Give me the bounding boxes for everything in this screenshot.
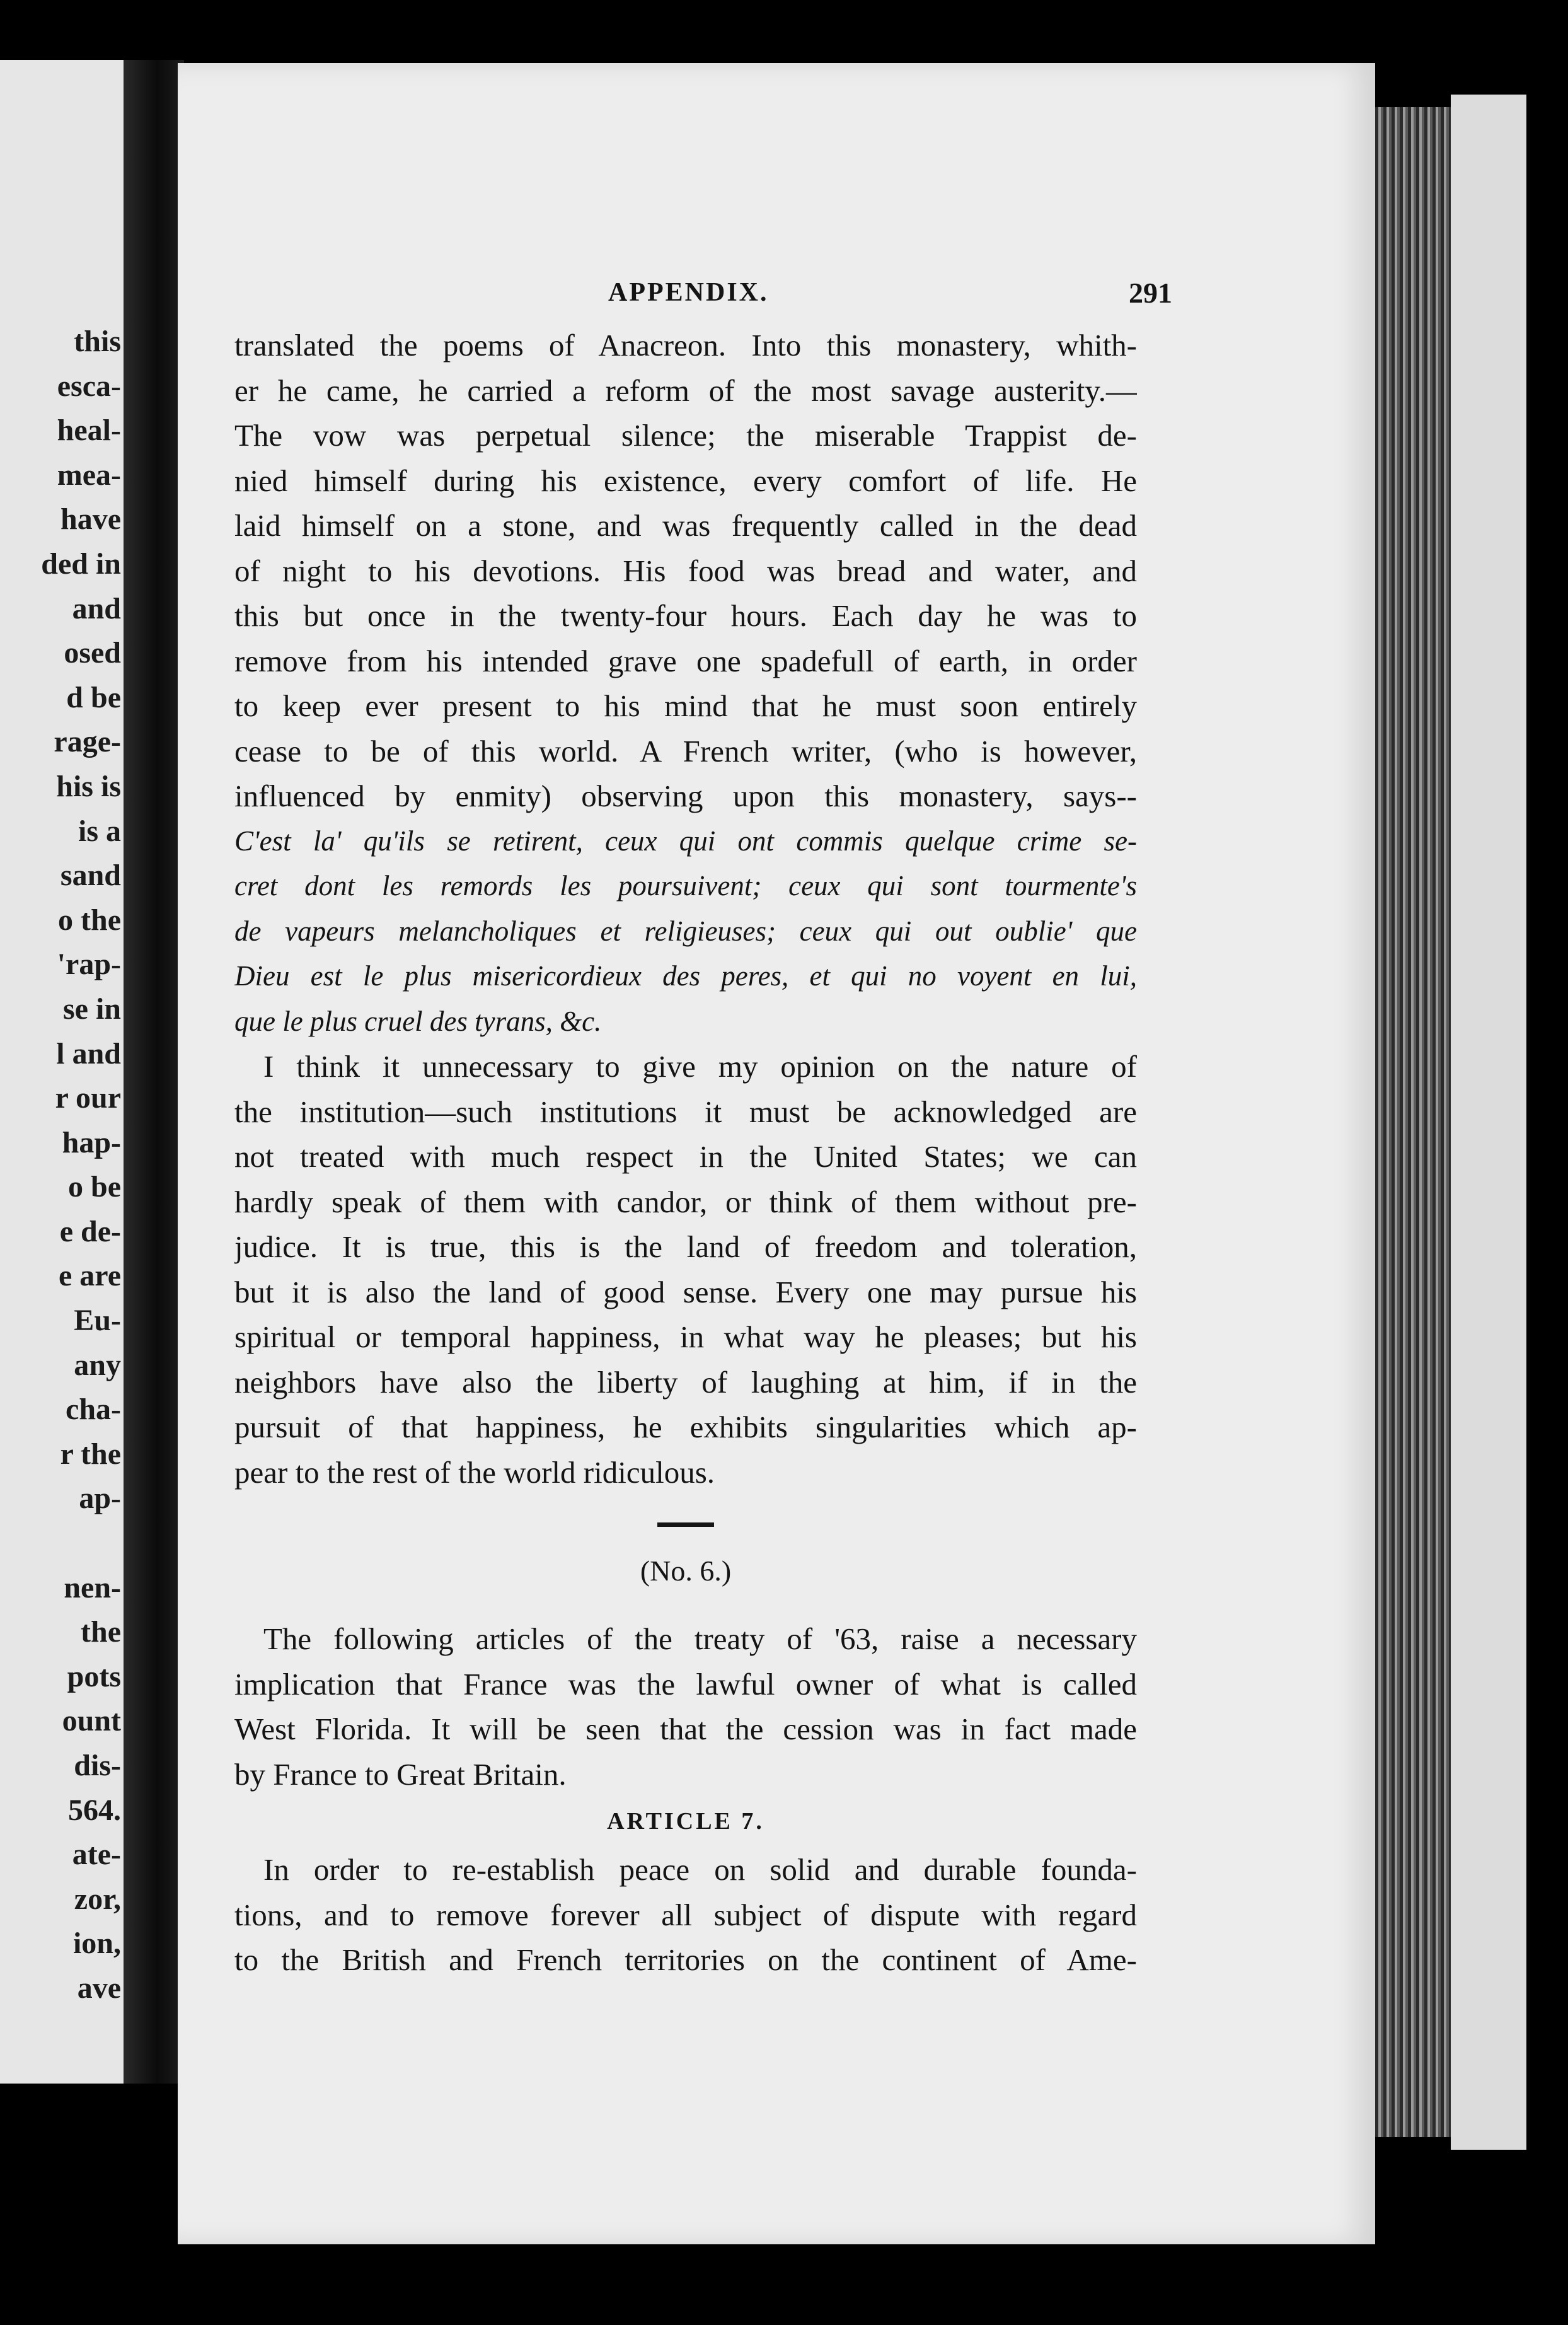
text-line: but it is also the land of good sense. Every one may pursue his (234, 1274, 1137, 1309)
text-line: tions, and to remove forever all subject of dispute with regard (234, 1897, 1137, 1932)
facing-page-line: rage- (54, 725, 121, 759)
text-line: remove from his intended grave one spadefull of earth, in order (234, 643, 1137, 678)
facing-page-line: pots (67, 1659, 121, 1693)
back-cover-edge (1451, 95, 1526, 2150)
quote-line: C'est la' qu'ils se retirent, ceux qui ont commis quelque crime se- (234, 825, 1137, 857)
quote-line: cret dont les remords les poursuivent; ceux qui sont tourmente's (234, 870, 1137, 902)
page-header (233, 277, 1172, 315)
facing-page-line: cha- (66, 1393, 121, 1427)
text-line: The vow was perpetual silence; the miserable Trappist de- (234, 418, 1137, 453)
paragraph-institution (234, 1044, 1137, 1495)
text-line: of night to his devotions. His food was bread and water, and (234, 553, 1137, 588)
facing-page-line: r our (55, 1081, 121, 1115)
facing-page-line: mea- (57, 458, 121, 492)
facing-page-line: any (74, 1348, 121, 1382)
paragraph-article-7 (234, 1847, 1137, 1983)
facing-page-line: have (61, 502, 121, 536)
section-number: (No. 6.) (640, 1555, 732, 1587)
facing-page-line: d be (66, 680, 121, 714)
article-heading: ARTICLE 7. (607, 1808, 764, 1835)
facing-page-line: ap- (79, 1481, 121, 1516)
facing-page-line: e are (58, 1259, 121, 1293)
text-line: The following articles of the treaty of '63, raise a necessary (263, 1621, 1137, 1656)
text-line: pear to the rest of the world ridiculous. (234, 1454, 715, 1490)
text-line: neighbors have also the liberty of laughing at him, if in the (234, 1364, 1137, 1400)
facing-page-line: ion, (72, 1927, 121, 1961)
text-line: not treated with much respect in the United States; we can (234, 1139, 1137, 1174)
facing-page-line: l and (56, 1036, 121, 1070)
text-line: influenced by enmity) observing upon this monastery, says-- (234, 779, 1137, 813)
facing-page-line: ount (62, 1704, 121, 1738)
facing-page-line: nen- (64, 1570, 121, 1604)
facing-page-fragment (0, 60, 124, 2084)
text-line: er he came, he carried a reform of the most savage austerity.— (234, 373, 1137, 408)
facing-page-line: heal- (57, 414, 121, 448)
facing-page-line: and (72, 591, 121, 625)
facing-page-text (41, 320, 121, 2011)
facing-page-line: the (81, 1615, 121, 1649)
page-edges (1375, 107, 1451, 2137)
text-line: I think it unnecessary to give my opinion on the nature of (263, 1049, 1137, 1084)
text-line: implication that France was the lawful owner of what is called (234, 1666, 1137, 1702)
facing-page-line: is a (78, 814, 121, 848)
facing-page-line: Eu- (74, 1304, 121, 1338)
text-line: to keep ever present to his mind that he must soon entirely (234, 688, 1137, 723)
paragraph-treaty (234, 1616, 1137, 1797)
quote-line: de vapeurs melancholiques et religieuses; ceux qui out oublie' que (234, 915, 1137, 947)
quote-line: Dieu est le plus misericordieux des peres, et qui no voyent en lui, (234, 960, 1137, 992)
facing-page-line: his is (56, 769, 121, 803)
french-quotation (234, 819, 1137, 1045)
text-line: hardly speak of them with candor, or think of them without pre- (234, 1184, 1137, 1219)
facing-page-line: zor, (74, 1882, 121, 1916)
facing-page-line: e de- (59, 1214, 121, 1248)
facing-page-line: 'rap- (57, 948, 121, 982)
facing-page-line: r the (60, 1437, 121, 1471)
body-text (234, 323, 1137, 1983)
facing-page-line: se in (62, 992, 121, 1026)
facing-page-line: osed (64, 636, 121, 670)
running-head: APPENDIX. (608, 278, 769, 307)
facing-page-line: this (74, 325, 121, 358)
book-gutter (124, 60, 184, 2084)
facing-page-line: o the (58, 903, 121, 937)
text-line: nied himself during his existence, every comfort of life. He (234, 463, 1137, 498)
text-line: to the British and French territories on the continent of Ame- (234, 1942, 1137, 1977)
page-number: 291 (1129, 277, 1172, 309)
facing-page-line: ave (77, 1971, 121, 2005)
section-rule (657, 1522, 714, 1527)
text-line: In order to re-establish peace on solid and durable founda- (263, 1852, 1137, 1887)
facing-page-line (41, 1521, 121, 1566)
facing-page-line: esca- (57, 369, 121, 403)
quote-line: que le plus cruel des tyrans, &c. (234, 1005, 602, 1037)
text-line: by France to Great Britain. (234, 1756, 567, 1792)
text-line: spiritual or temporal happiness, in what way he pleases; but his (234, 1319, 1137, 1354)
facing-page-line: 564. (68, 1793, 121, 1827)
facing-page-line: o be (68, 1170, 121, 1204)
text-line: translated the poems of Anacreon. Into this monastery, whith- (234, 328, 1137, 362)
facing-page-line: ate- (72, 1838, 121, 1872)
text-line: this but once in the twenty-four hours. Each day he was to (234, 598, 1137, 633)
text-line: the institution—such institutions it must be acknowledged are (234, 1094, 1137, 1129)
facing-page-line: ded in (41, 547, 121, 581)
text-line: West Florida. It will be seen that the cession was in fact made (234, 1712, 1137, 1746)
text-line: cease to be of this world. A French writer, (who is however, (234, 733, 1137, 768)
text-line: laid himself on a stone, and was frequently called in the dead (234, 508, 1137, 543)
facing-page-line: hap- (62, 1125, 121, 1159)
facing-page-line: sand (60, 859, 121, 893)
paragraph-monastery (234, 323, 1137, 819)
text-line: pursuit of that happiness, he exhibits singularities which ap- (234, 1410, 1137, 1444)
facing-page-line: dis- (74, 1749, 121, 1782)
text-line: judice. It is true, this is the land of freedom and toleration, (234, 1229, 1137, 1264)
